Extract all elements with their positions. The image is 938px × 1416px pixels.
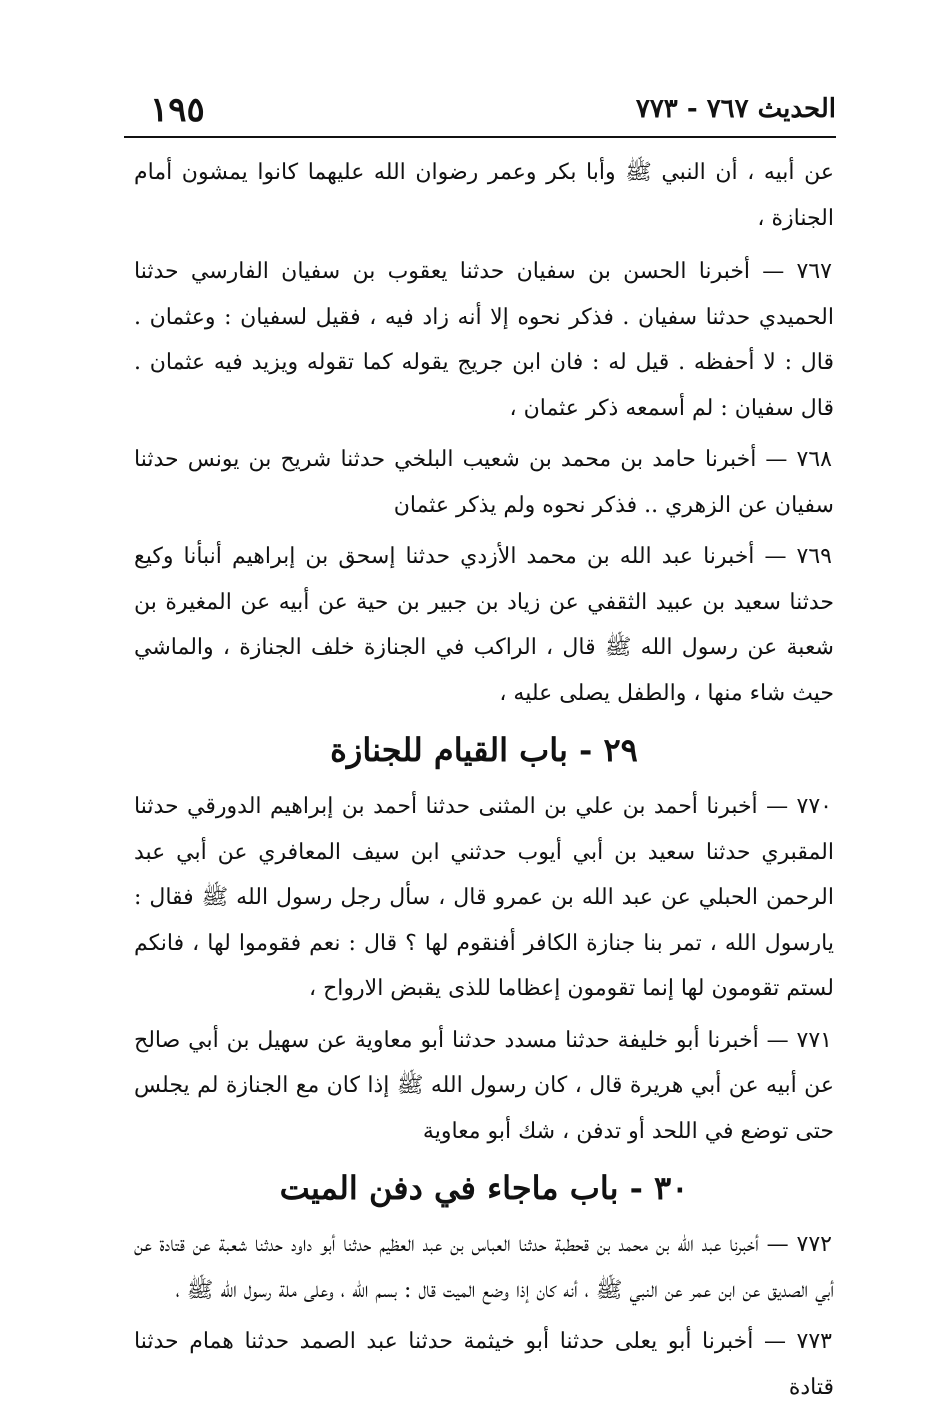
hadith-771: ٧٧١ — أخبرنا أبو خليفة حدثنا مسدد حدثنا أبو معاوية عن سهيل بن أبي صالح عن أبيه عن أبي هريرة قال ، كان رسول الله ﷺ إذا كان مع الجنازة لم يجلس حتى توضع في اللحد أو تدفن ، شك أبو معاوية xyxy=(134,1027,834,1144)
running-title: الحديث ٧٦٧ - ٧٧٣ xyxy=(635,94,836,124)
hadith-773: ٧٧٣ — أخبرنا أبو يعلى حدثنا أبو خيثمة حدثنا عبد الصمد حدثنا همام حدثنا قتادة xyxy=(134,1329,834,1400)
hadith-769: ٧٦٩ — أخبرنا عبد الله بن محمد الأزدي حدثنا إسحق بن إبراهيم أنبأنا وكيع حدثنا سعيد بن عبيد الثقفي عن زياد بن جبير بن حية عن أبيه عن المغيرة بن شعبة عن رسول الله ﷺ قال ، الراكب في الجنازة خلف الجنازة ، والماشي حيث شاء منها ، والطفل يصلى عليه ، xyxy=(134,544,834,706)
section-heading-29: ٢٩ - باب القيام للجنازة xyxy=(330,731,638,769)
hadith-772: ٧٧٢ — أخبرنا عبد الله بن محمد بن قحطبة حدثنا العباس بن عبد العظيم حدثنا أبو داود حدثنا شعبة عن قتادة عن أبي الصديق عن ابن عمر عن النبي ﷺ ، أنه كان إذا وضع الميت قال : بسم الله ، وعلى ملة رسول الله ﷺ ، xyxy=(134,1232,834,1303)
page-header xyxy=(124,88,836,134)
hadith-continuation: عن أبيه ، أن النبي ﷺ وأبا بكر وعمر رضوان الله عليهما كانوا يمشون أمام الجنازة ، xyxy=(134,160,834,231)
section-heading-30: ٣٠ - باب ماجاء في دفن الميت xyxy=(279,1169,689,1207)
page-body xyxy=(134,150,834,1416)
header-rule xyxy=(124,136,836,138)
hadith-770: ٧٧٠ — أخبرنا أحمد بن علي بن المثنى حدثنا أحمد بن إبراهيم الدورقي حدثنا المقبري حدثنا سعيد بن أبي أيوب حدثني ابن سيف المعافري عن أبي عبد الرحمن الحبلي عن عبد الله بن عمرو قال ، سأل رجل رسول الله ﷺ فقال : يارسول الله ، تمر بنا جنازة الكافر أفنقوم لها ؟ قال : نعم فقوموا لها ، فانكم لستم تقومون لها إنما تقومون إعظاما للذى يقبض الارواح ، xyxy=(134,794,834,1001)
hadith-768: ٧٦٨ — أخبرنا حامد بن محمد بن شعيب البلخي حدثنا شريح بن يونس حدثنا سفيان عن الزهري .. فذكر نحوه ولم يذكر عثمان xyxy=(134,447,834,518)
page-number: ١٩٥ xyxy=(150,90,205,130)
hadith-767: ٧٦٧ — أخبرنا الحسن بن سفيان حدثنا يعقوب بن سفيان الفارسي حدثنا الحميدي حدثنا سفيان . فذكر نحوه إلا أنه زاد فيه ، فقيل لسفيان : وعثمان . قال : لا أحفظه . قيل له : فان ابن جريج يقوله كما تقوله ويزيد فيه عثمان . قال سفيان : لم أسمعه ذكر عثمان ، xyxy=(134,259,834,421)
